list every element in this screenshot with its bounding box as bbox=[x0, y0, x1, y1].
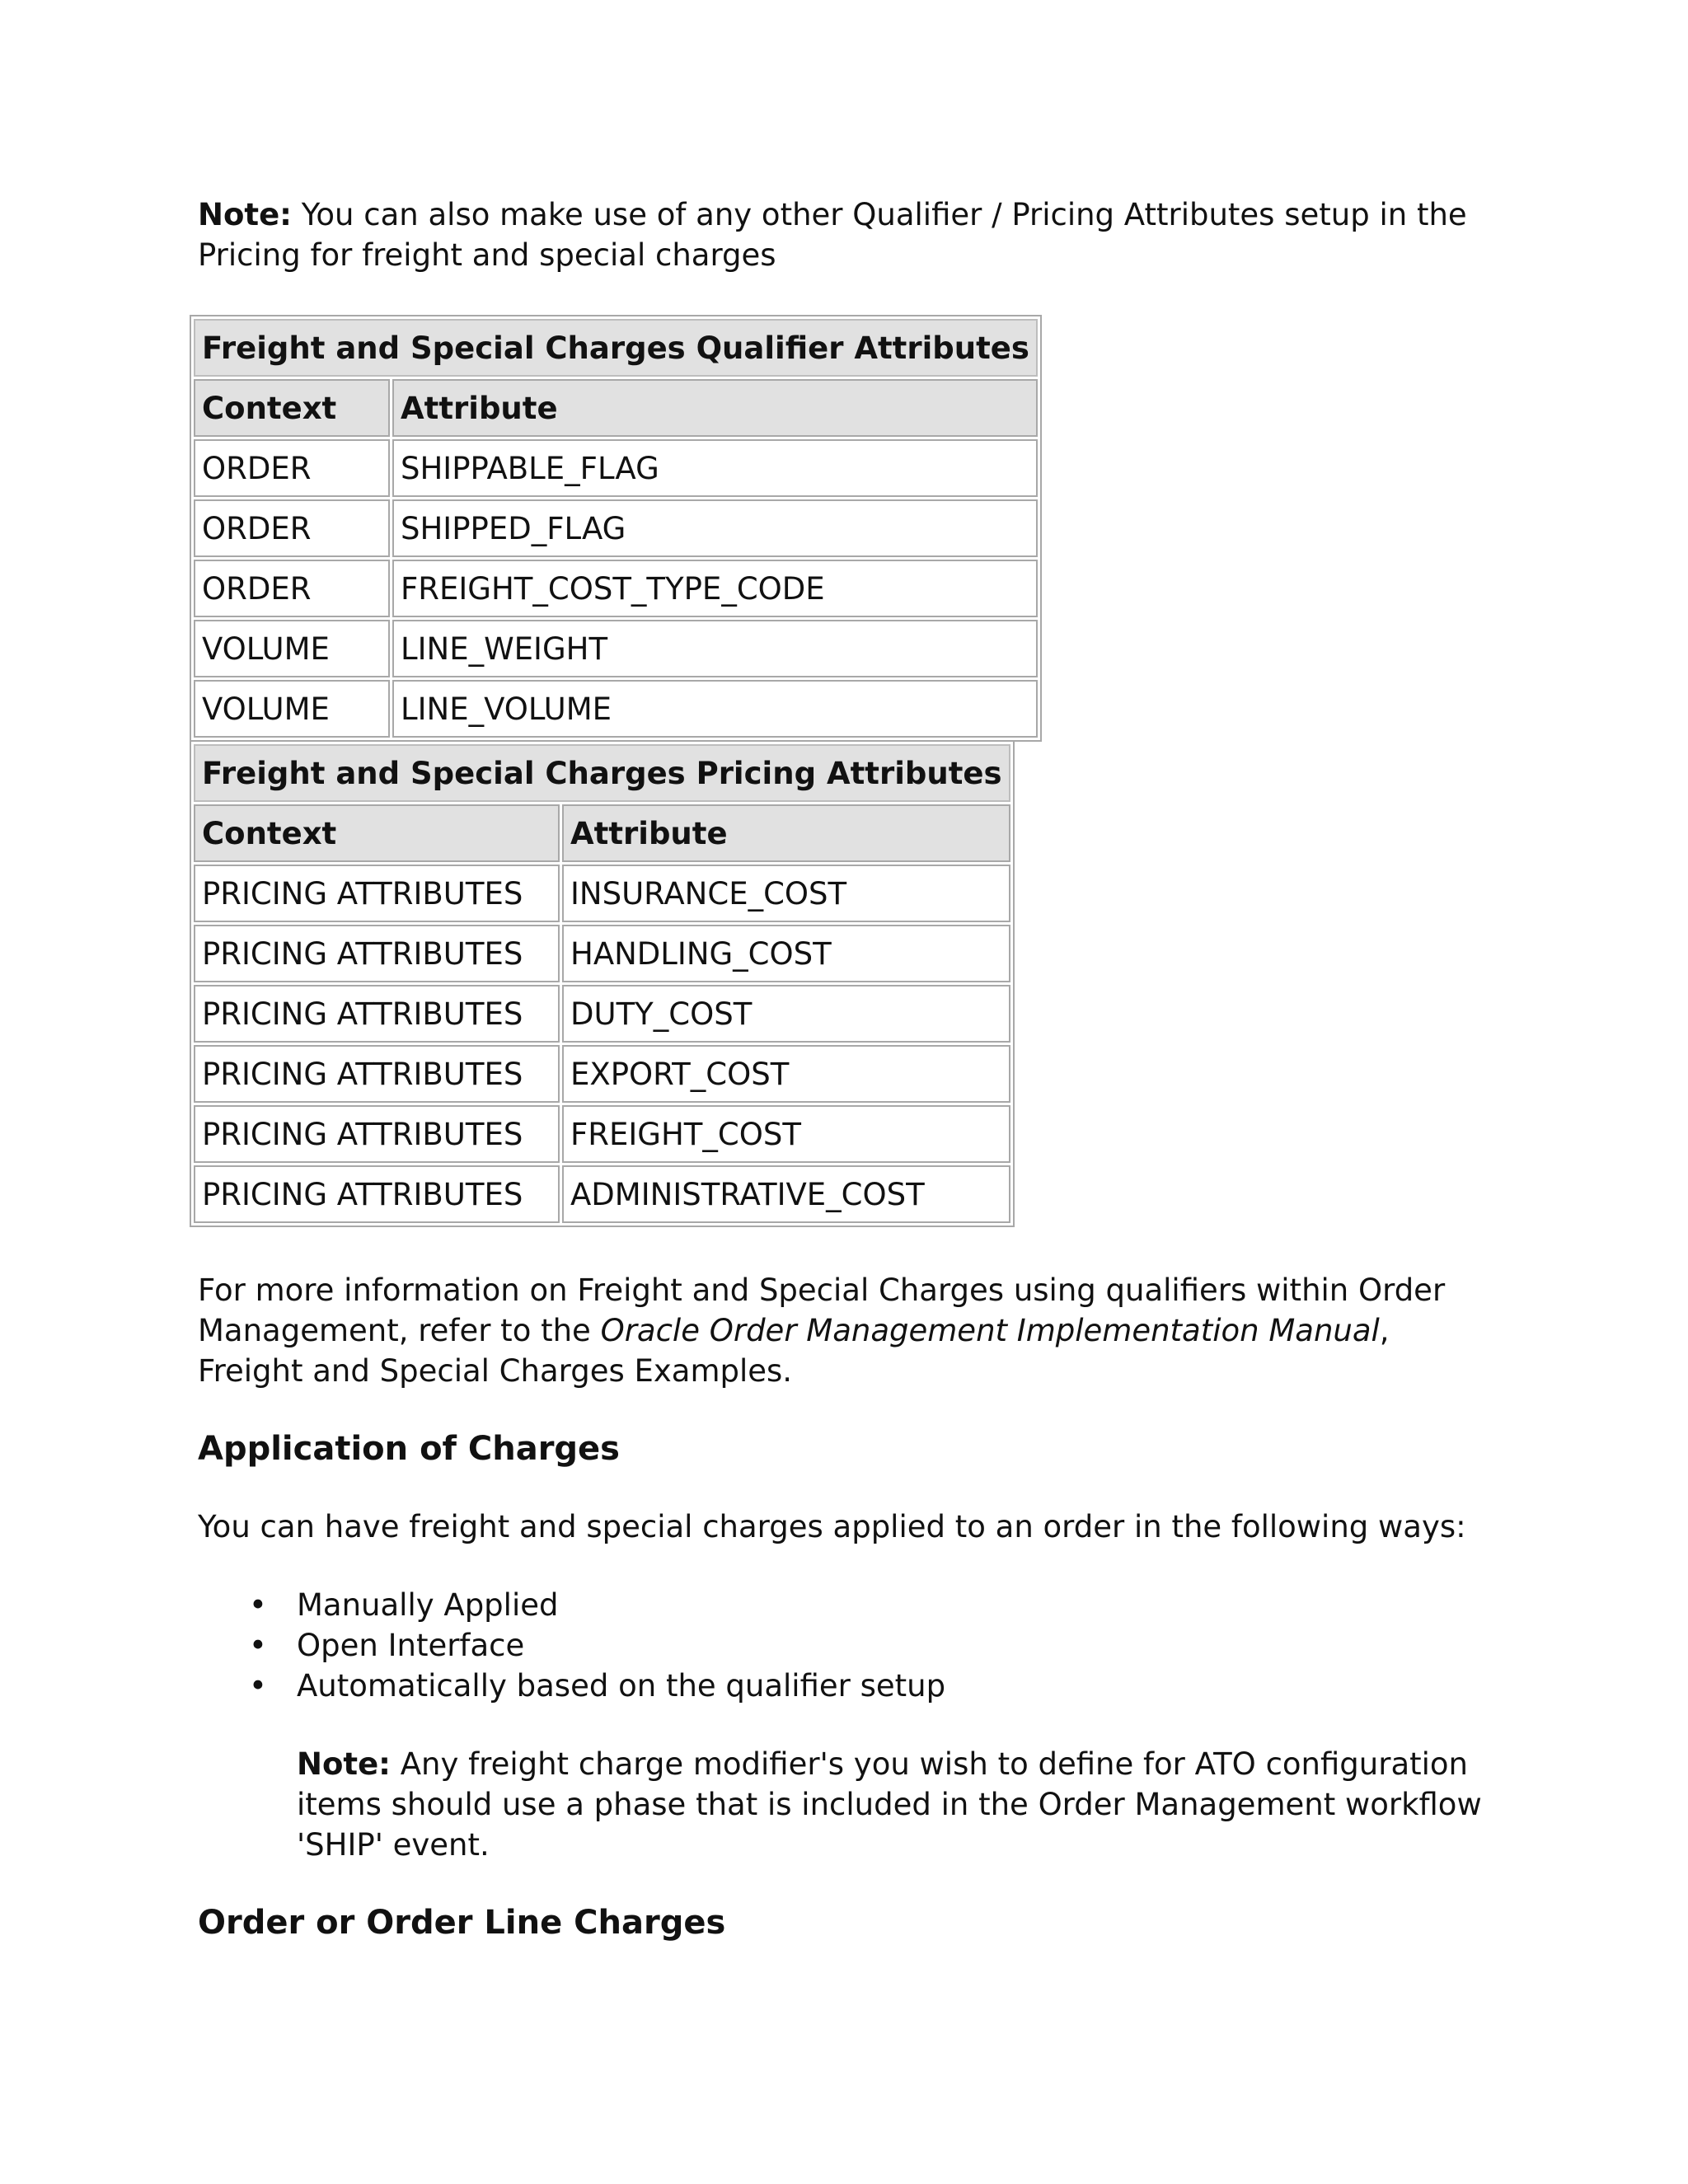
context-cell: ORDER bbox=[194, 439, 390, 497]
table-row bbox=[194, 560, 1038, 617]
table-row bbox=[194, 439, 1038, 497]
list-item bbox=[198, 1666, 1484, 1706]
list-item bbox=[198, 1625, 1484, 1666]
context-cell: PRICING ATTRIBUTES bbox=[194, 925, 560, 982]
table-row bbox=[194, 925, 1010, 982]
bullet-icon: • bbox=[249, 1587, 267, 1623]
bullet-icon: • bbox=[249, 1668, 267, 1704]
table-row bbox=[194, 499, 1038, 557]
section-heading-application-of-charges: Application of Charges bbox=[198, 1430, 620, 1468]
table-title-row bbox=[194, 744, 1010, 802]
list-item-text: Manually Applied bbox=[297, 1587, 559, 1623]
attribute-cell: ADMINISTRATIVE_COST bbox=[562, 1165, 1010, 1223]
context-cell: PRICING ATTRIBUTES bbox=[194, 1105, 560, 1163]
section-heading-order-line-charges: Order or Order Line Charges bbox=[198, 1904, 726, 1942]
table-row bbox=[194, 1105, 1010, 1163]
column-header-context: Context bbox=[194, 804, 560, 862]
table-row bbox=[194, 1045, 1010, 1103]
note-text: Any freight charge modifier's you wish to define for ATO configuration items should use a phase that is included in the Order Management workflow 'SHIP' event. bbox=[297, 1746, 1482, 1863]
note-label: Note: bbox=[198, 197, 292, 232]
application-methods-list bbox=[198, 1585, 1484, 1706]
attribute-cell: EXPORT_COST bbox=[562, 1045, 1010, 1103]
qualifier-table-title: Freight and Special Charges Qualifier Attributes bbox=[194, 319, 1038, 377]
manual-title: Oracle Order Management Implementation Manual bbox=[600, 1313, 1380, 1348]
more-info-text-end: , Freight and Special Charges Examples. bbox=[198, 1313, 1390, 1389]
list-item-text: Automatically based on the qualifier setup bbox=[297, 1668, 946, 1704]
attribute-cell: HANDLING_COST bbox=[562, 925, 1010, 982]
table-row bbox=[194, 620, 1038, 677]
column-header-context: Context bbox=[194, 379, 390, 437]
table-row bbox=[194, 680, 1038, 738]
attribute-cell: LINE_WEIGHT bbox=[392, 620, 1038, 677]
context-cell: ORDER bbox=[194, 560, 390, 617]
table-row bbox=[194, 985, 1010, 1043]
column-header-attribute: Attribute bbox=[392, 379, 1038, 437]
attribute-cell: DUTY_COST bbox=[562, 985, 1010, 1043]
note-label: Note: bbox=[297, 1746, 391, 1782]
attribute-cell: SHIPPABLE_FLAG bbox=[392, 439, 1038, 497]
more-info-paragraph bbox=[198, 1270, 1484, 1391]
attribute-cell: SHIPPED_FLAG bbox=[392, 499, 1038, 557]
attribute-cell: FREIGHT_COST_TYPE_CODE bbox=[392, 560, 1038, 617]
list-item-text: Open Interface bbox=[297, 1628, 525, 1663]
qualifier-attributes-table bbox=[190, 315, 1042, 742]
context-cell: ORDER bbox=[194, 499, 390, 557]
pricing-table-title: Freight and Special Charges Pricing Attributes bbox=[194, 744, 1010, 802]
context-cell: PRICING ATTRIBUTES bbox=[194, 985, 560, 1043]
attribute-cell: INSURANCE_COST bbox=[562, 865, 1010, 922]
table-header-row bbox=[194, 379, 1038, 437]
application-intro: You can have freight and special charges applied to an order in the following ways: bbox=[198, 1509, 1466, 1544]
pricing-attributes-table bbox=[190, 740, 1015, 1227]
attribute-cell: FREIGHT_COST bbox=[562, 1105, 1010, 1163]
ato-note-paragraph bbox=[297, 1744, 1484, 1865]
context-cell: PRICING ATTRIBUTES bbox=[194, 865, 560, 922]
context-cell: PRICING ATTRIBUTES bbox=[194, 1045, 560, 1103]
attribute-cell: LINE_VOLUME bbox=[392, 680, 1038, 738]
context-cell: VOLUME bbox=[194, 680, 390, 738]
table-header-row bbox=[194, 804, 1010, 862]
bullet-icon: • bbox=[249, 1628, 267, 1663]
context-cell: PRICING ATTRIBUTES bbox=[194, 1165, 560, 1223]
column-header-attribute: Attribute bbox=[562, 804, 1010, 862]
table-row bbox=[194, 1165, 1010, 1223]
list-item bbox=[198, 1585, 1484, 1625]
table-row bbox=[194, 865, 1010, 922]
note-text: You can also make use of any other Qualifier / Pricing Attributes setup in the Pricing for freight and special charges bbox=[198, 197, 1467, 273]
table-title-row bbox=[194, 319, 1038, 377]
document-page bbox=[198, 194, 1484, 1944]
note-paragraph bbox=[198, 194, 1484, 275]
more-info-text-start: For more information on Freight and Special Charges using qualifiers within Order Management, refer to the bbox=[198, 1272, 1446, 1348]
context-cell: VOLUME bbox=[194, 620, 390, 677]
